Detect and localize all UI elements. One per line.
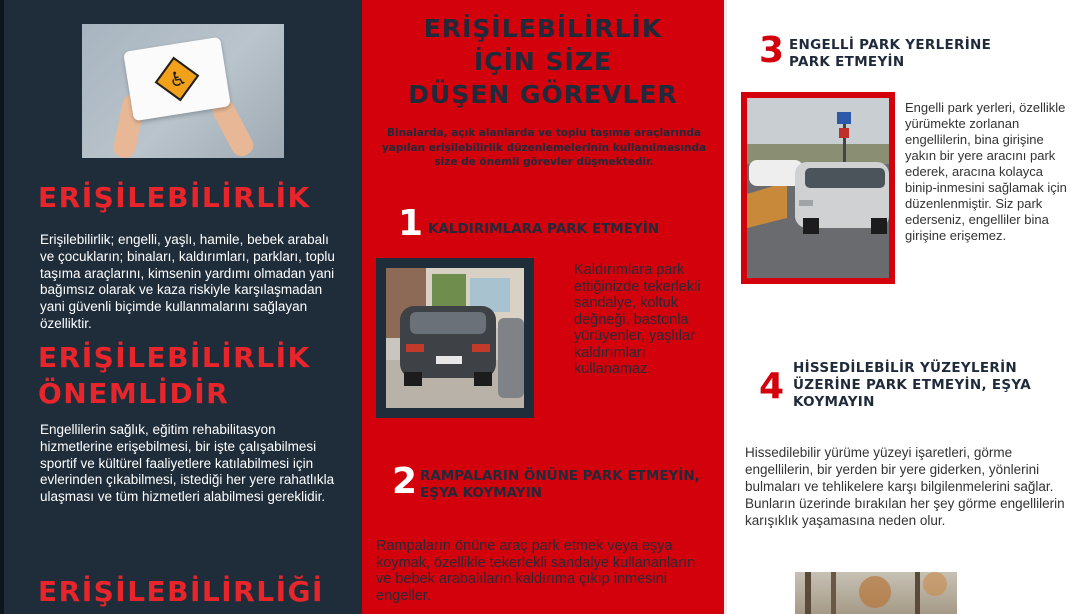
item-4-body: Hissedilebilir yürüme yüzeyi işaretleri, görme engellilerin, bir yerden bir yere giderken, yönlerini bulmaları ve tehlikelere karşı bilgilenmelerini sağlar. Bunların üzerinde bırakılan her şey görme engellilerin karışıklık yaşamasına neden olur. bbox=[745, 445, 1065, 528]
car-on-sidewalk-illustration bbox=[386, 268, 524, 408]
item-3-number: 3 bbox=[759, 30, 785, 71]
section-title-important-line1: ERİŞİLEBİLİRLİK bbox=[38, 341, 311, 374]
middle-panel bbox=[362, 0, 724, 614]
duties-intro: Binalarda, açık alanlarda ve toplu taşıma araçlarında yapılan erişilebilirlik düzenlemelerinin kullanılmasında size de önemli görevler düşmektedir. bbox=[381, 127, 707, 168]
item-3-heading: ENGELLİ PARK YERLERİNE PARK ETMEYİN bbox=[789, 37, 992, 70]
sidewalk-parking-photo bbox=[386, 268, 524, 408]
section-title-accessibility-cont: ERİŞİLEBİLİRLİĞİ bbox=[38, 575, 324, 608]
disabled-parking-photo-frame bbox=[741, 92, 895, 284]
item-2-heading: RAMPALARIN ÖNÜNE PARK ETMEYİN, EŞYA KOYMAYIN bbox=[420, 468, 700, 501]
duties-title-line1: ERİŞİLEBİLİRLİK bbox=[423, 14, 663, 43]
section-title-important-line2: ÖNEMLİDİR bbox=[38, 377, 230, 410]
item-3-body: Engelli park yerleri, özellikle yürümekte zorlanan engellilerin, bina girişine yakın bir yere aracını park ederek, aracına kolayca binip-inmesini sağlamak için düzenlenmiştir. Siz park ederseniz, engelliler bina girişine erişemez. bbox=[905, 100, 1067, 243]
left-panel bbox=[0, 0, 362, 614]
item-4-number: 4 bbox=[759, 366, 785, 407]
accessibility-definition: Erişilebilirlik; engelli, yaşlı, hamile, bebek arabalı ve çocukların; binaları, kaldırımları, parkları, toplu taşıma araçlarını, kimsenin yardımı olmadan yani bağımsız olarak ve kaza riskiyle karşılaşmadan yani güvenli biçimde kullanmalarını sağlayan özelliktir. bbox=[40, 232, 335, 331]
sidewalk-parking-photo-frame bbox=[376, 258, 534, 418]
item-2-body: Rampaların önüne araç park etmek veya eşya koymak, özellikle tekerlekli sandalye kullananların ve bebek arabalıların kaldırıma çıkıp inmesini engeller. bbox=[376, 538, 696, 604]
duties-title-line3: DÜŞEN GÖREVLER bbox=[408, 80, 678, 109]
item-1-body: Kaldırımlara park ettiğinizde tekerlekli sandalye, koltuk değneği, bastonla yürüyenler, yaşlılar kaldırımları kullanamaz. bbox=[574, 262, 701, 377]
duties-title-line2: İÇİN SİZE bbox=[473, 47, 613, 76]
importance-paragraph: Engellilerin sağlık, eğitim rehabilitasyon hizmetlerine erişebilmesi, bir işte çalışabilmesi sportif ve kültürel faaliyetlere katılabilmesi için evlerinden çıkabilmesi, istediği her yere rahatlıkla ulaşması ve tüm hizmetleri alabilmesi gereklidir. bbox=[40, 422, 335, 505]
section-title-accessibility: ERİŞİLEBİLİRLİK bbox=[38, 181, 311, 214]
car-in-disabled-spot-illustration bbox=[747, 98, 889, 278]
tactile-surface-photo bbox=[795, 572, 957, 614]
item-4-heading: HİSSEDİLEBİLİR YÜZEYLERİN ÜZERİNE PARK ETMEYİN, EŞYA KOYMAYIN bbox=[793, 360, 1031, 410]
wheelchair-icon: ♿ bbox=[167, 65, 189, 93]
item-2-number: 2 bbox=[392, 461, 418, 502]
accessibility-sign-photo bbox=[82, 24, 284, 158]
item-1-number: 1 bbox=[398, 203, 424, 244]
trees-illustration bbox=[795, 572, 957, 614]
disabled-parking-photo bbox=[747, 98, 889, 278]
item-1-heading: KALDIRIMLARA PARK ETMEYİN bbox=[428, 221, 660, 237]
right-panel bbox=[724, 0, 1090, 614]
duties-title bbox=[362, 12, 724, 111]
